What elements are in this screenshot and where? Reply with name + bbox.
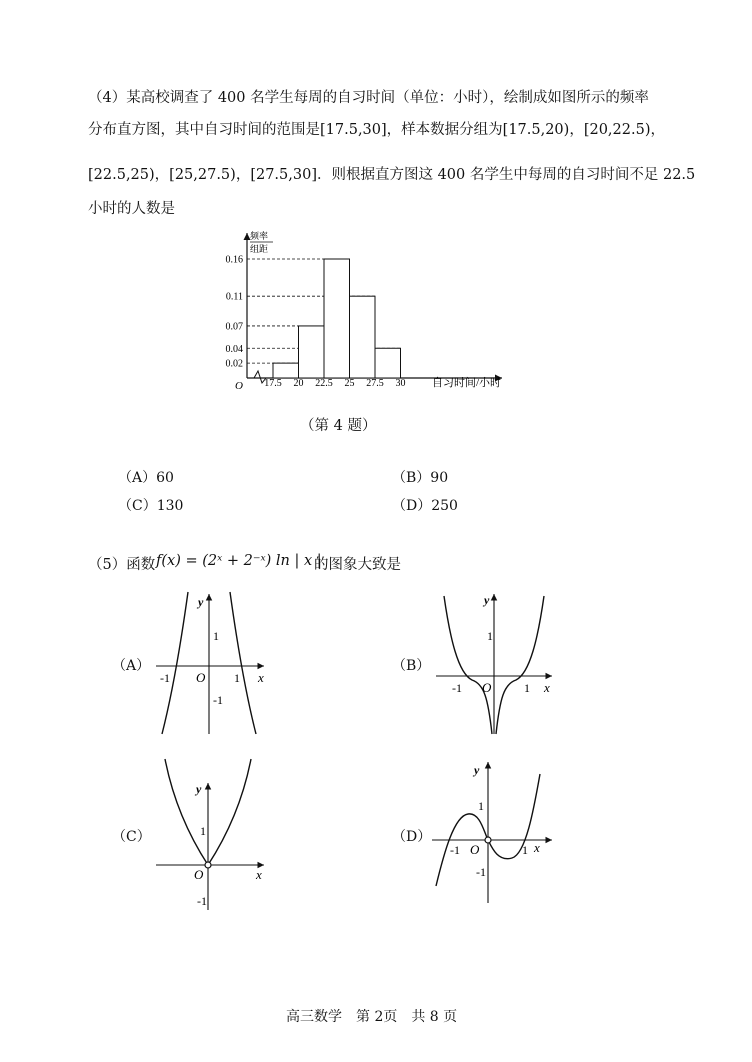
hist-bar-0 xyxy=(273,363,299,378)
q5-option-b-label: （B） xyxy=(392,658,431,674)
svg-text:-1: -1 xyxy=(452,681,462,695)
svg-text:-1: -1 xyxy=(197,894,207,908)
svg-text:-1: -1 xyxy=(160,671,170,685)
graph-c xyxy=(150,755,270,915)
svg-text:-1: -1 xyxy=(476,865,486,879)
q5-prefix: （5）函数 xyxy=(88,557,156,573)
hist-bar-1 xyxy=(299,326,325,378)
q4-line-4: 小时的人数是 xyxy=(88,201,175,217)
svg-text:1: 1 xyxy=(213,629,219,643)
hist-xtick-27.5: 27.5 xyxy=(366,378,384,389)
hist-ytick-0.11: 0.11 xyxy=(225,291,243,303)
svg-text:-1: -1 xyxy=(450,843,460,857)
q5-formula: f(x) = (2ˣ + 2⁻ˣ) ln | x | xyxy=(156,553,322,569)
graph-d xyxy=(428,758,556,908)
q4-line-1: （4）某高校调查了 400 名学生每周的自习时间（单位：小时），绘制成如图所示的频率 xyxy=(88,90,649,106)
svg-text:x: x xyxy=(256,867,262,882)
q4-option-d: （D）250 xyxy=(392,498,458,514)
q4-line-2: 分布直方图，其中自习时间的范围是[17.5,30]，样本数据分组为[17.5,20)，[20,22.5)， xyxy=(88,122,665,138)
hist-bar-3 xyxy=(350,296,376,378)
svg-text:1: 1 xyxy=(522,843,528,857)
graph-a xyxy=(150,588,270,738)
hist-ytick-0.16: 0.16 xyxy=(225,254,243,266)
hist-xtick-30: 30 xyxy=(395,378,406,389)
svg-text:y: y xyxy=(474,763,480,777)
hist-xtick-17.5: 17.5 xyxy=(264,378,282,389)
svg-text:1: 1 xyxy=(524,681,530,695)
q5-option-a-label: （A） xyxy=(112,658,151,674)
svg-text:y: y xyxy=(484,593,490,607)
figure-caption: （第 4 题） xyxy=(300,418,377,434)
q4-option-c: （C）130 xyxy=(118,498,184,514)
q5-option-c-label: （C） xyxy=(112,829,151,845)
svg-text:1: 1 xyxy=(487,629,493,643)
hist-xtick-20: 20 xyxy=(293,378,304,389)
svg-text:x: x xyxy=(534,840,540,855)
svg-text:O: O xyxy=(470,842,480,857)
svg-text:1: 1 xyxy=(234,671,240,685)
svg-text:-1: -1 xyxy=(213,693,223,707)
hist-ytick-0.02: 0.02 xyxy=(225,358,243,370)
histogram-chart xyxy=(210,228,510,393)
q4-line-3: [22.5,25)，[25,27.5)，[27.5,30]．则根据直方图这 400 名学生中每周的自习时间不足 22.5 xyxy=(88,167,696,183)
svg-text:O: O xyxy=(194,867,204,882)
svg-text:O: O xyxy=(482,680,492,695)
q5-suffix: 的图象大致是 xyxy=(314,557,401,573)
svg-text:y: y xyxy=(196,782,202,796)
hist-bar-4 xyxy=(375,348,401,378)
q5-option-d-label: （D） xyxy=(392,829,432,845)
hist-origin-label: O xyxy=(235,380,243,392)
hist-ylabel-top: 频率 xyxy=(250,231,269,241)
hist-bar-2 xyxy=(324,259,350,378)
svg-text:O: O xyxy=(196,670,206,685)
hist-ytick-0.04: 0.04 xyxy=(225,343,243,355)
hist-ylabel-bottom: 组距 xyxy=(250,244,269,254)
svg-text:1: 1 xyxy=(478,799,484,813)
svg-text:x: x xyxy=(258,670,264,685)
svg-text:1: 1 xyxy=(200,824,206,838)
graph-b xyxy=(432,588,556,738)
hist-ytick-0.07: 0.07 xyxy=(225,321,243,333)
hist-xtick-22.5: 22.5 xyxy=(315,378,333,389)
svg-text:y: y xyxy=(198,595,204,609)
q4-option-b: （B）90 xyxy=(392,470,449,486)
hist-xlabel: 自习时间/小时 xyxy=(432,377,502,389)
q4-option-a: （A）60 xyxy=(118,470,174,486)
page-footer: 高三数学 第 2页 共 8 页 xyxy=(286,1009,458,1025)
svg-text:x: x xyxy=(544,680,550,695)
hist-xtick-25: 25 xyxy=(344,378,355,389)
